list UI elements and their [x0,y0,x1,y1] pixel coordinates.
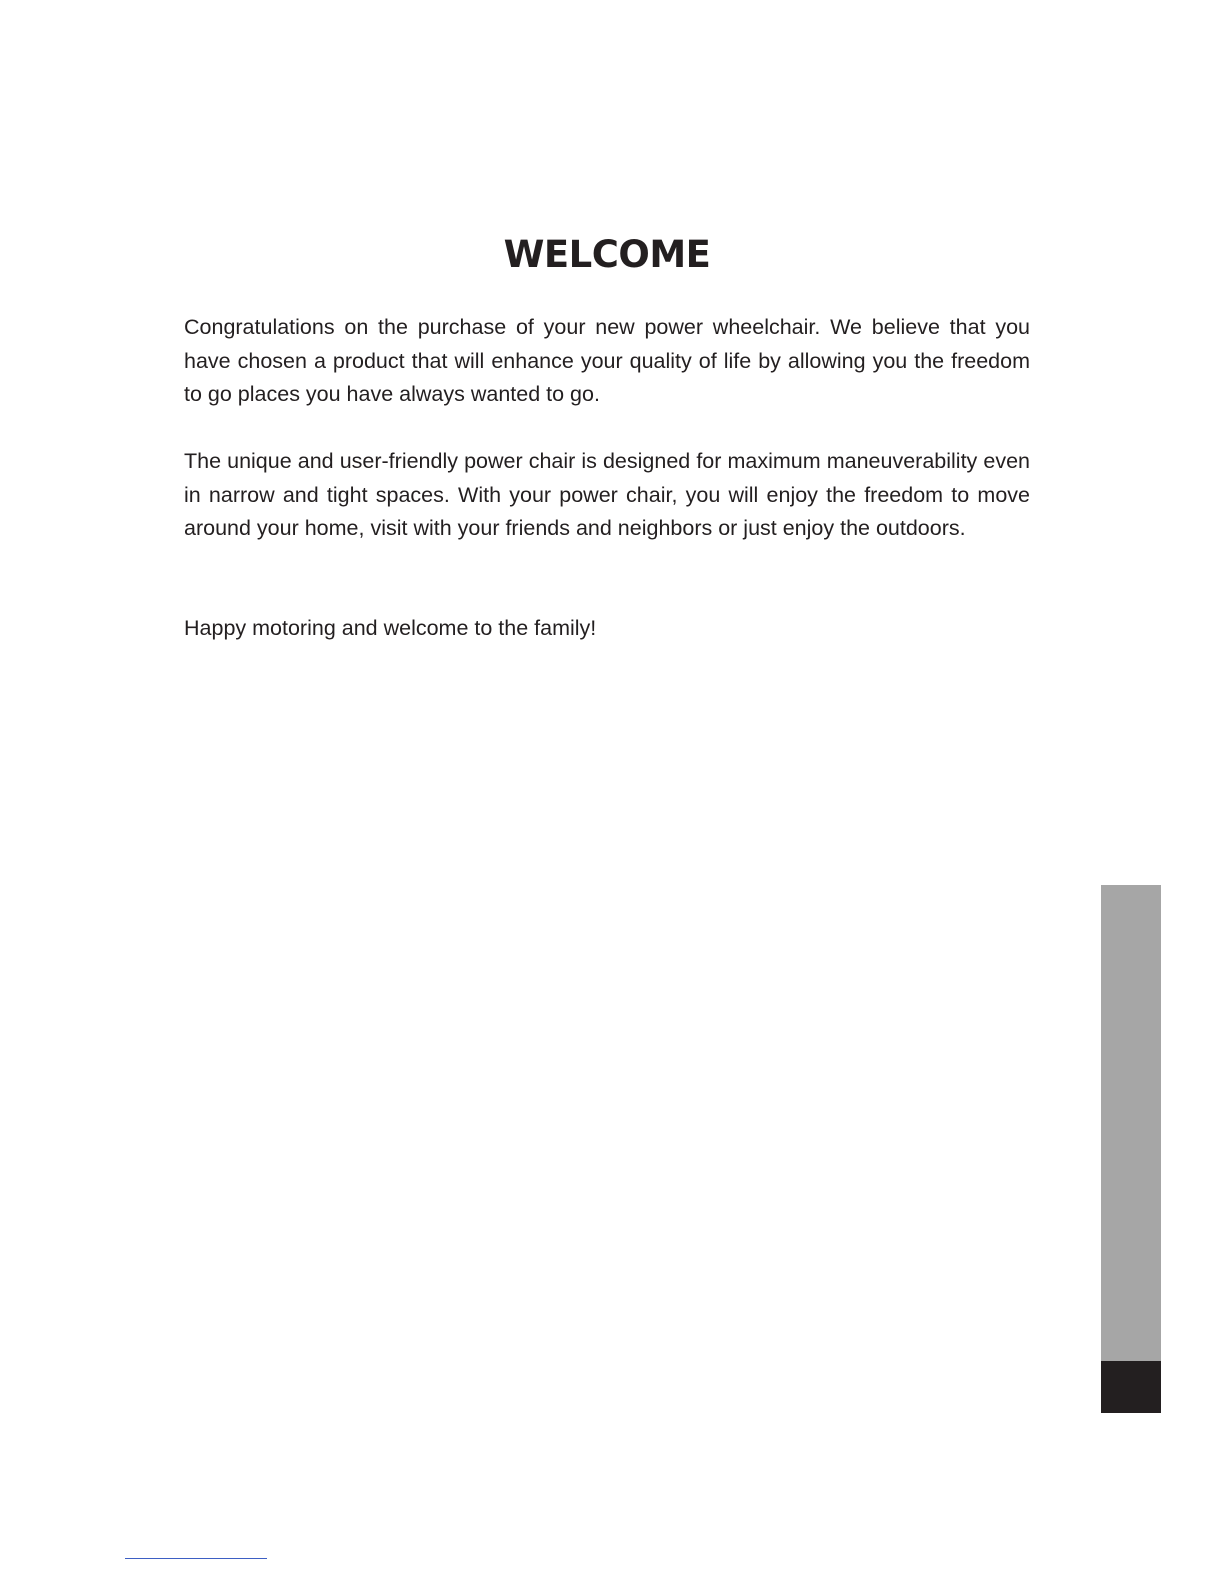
footer-rule [125,1558,267,1559]
paragraph-features: The unique and user-friendly power chair is designed for maximum maneuverability even in narrow and tight spaces. With your power chair, you will enjoy the freedom to move around your home, visit with your friends and neighbors or just enjoy the outdoors. [184,449,1030,540]
paragraph-closing: Happy motoring and welcome to the family! [184,616,597,640]
section-tab-marker [1101,885,1161,1361]
paragraph-congratulations: Congratulations on the purchase of your new power wheelchair. We believe that you have chosen a product that will enhance your quality of life by allowing you the freedom to go places you have always wanted to go. [184,315,1030,406]
page-title: WELCOME [503,233,711,276]
section-tab-active-marker [1101,1361,1161,1413]
